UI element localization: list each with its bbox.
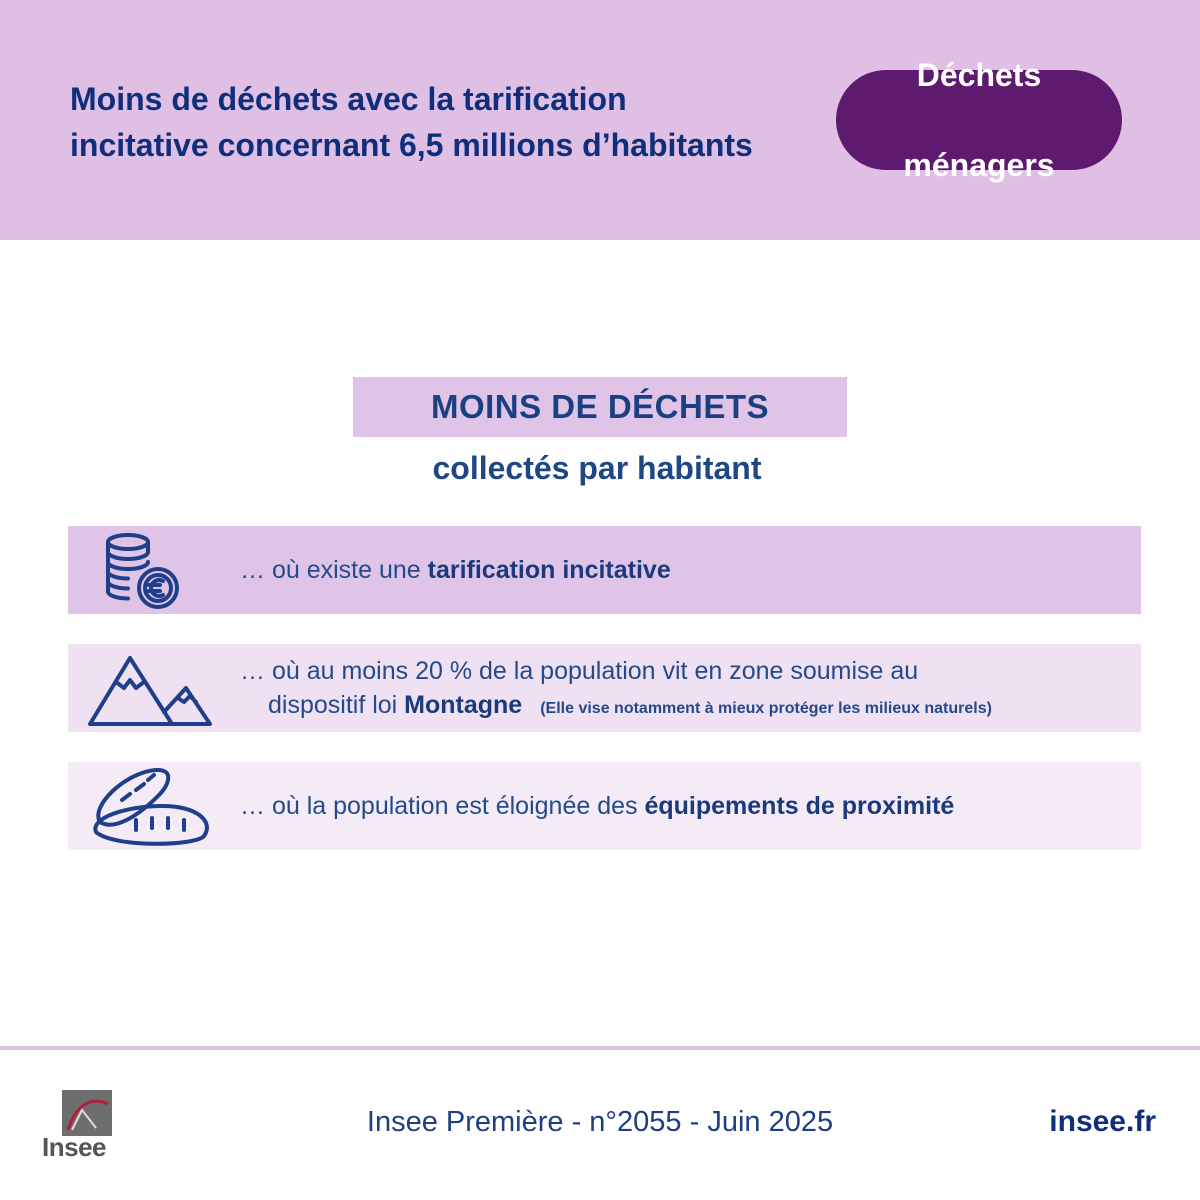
mountain-icon [86,648,216,728]
badge-line-2: ménagers [903,146,1055,183]
list-item [68,644,1141,732]
footer-divider [0,1046,1200,1050]
bread-icon [86,766,216,846]
logo-text: Insee [42,1132,106,1162]
row-note: (Elle vise notamment à mieux protéger les milieux naturels) [540,700,992,717]
publication-reference: Insee Première - n°2055 - Juin 2025 [366,1106,834,1138]
row-line-2 [240,688,992,726]
category-badge [836,56,1122,183]
main-title-box [353,377,847,437]
row-prefix: dispositif loi [268,691,405,719]
row-text [240,526,671,614]
row-prefix: … où existe une [240,555,428,584]
row-highlight: Montagne [404,691,523,719]
title-line-2: incitative concernant 6,5 millions d’habitants [70,127,753,163]
page-title [70,76,830,168]
list-item [68,762,1141,850]
header-banner [0,0,1200,240]
row-highlight: équipements de proximité [644,791,955,820]
main-subtitle: collectés par habitant [432,450,762,486]
site-link[interactable]: insee.fr [1049,1105,1156,1138]
list-item [68,526,1141,614]
row-text [240,654,992,726]
title-line-1: Moins de déchets avec la tarification [70,81,627,117]
main-title: MOINS DE DÉCHETS [430,388,770,425]
row-text [240,762,954,850]
badge-line-1: Déchets [916,56,1042,93]
euro-coins-icon [86,530,216,610]
row-line-1: … où au moins 20 % de la population vit en zone soumise au [240,657,919,685]
row-prefix: … où la population est éloignée des [240,791,645,820]
row-highlight: tarification incitative [427,555,671,584]
